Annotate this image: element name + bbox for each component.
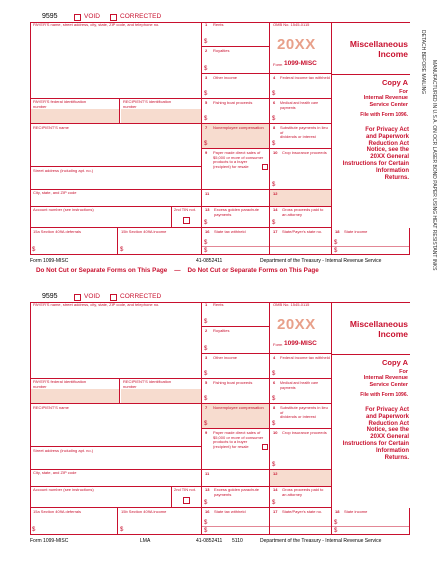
box-16-dollar-2: $ — [204, 528, 208, 534]
box-17-num: 17 — [273, 229, 278, 234]
box-4-label: Federal income tax withheld — [280, 355, 330, 360]
year: 20XX — [277, 36, 316, 53]
box-15a-label: 15a Section 409A deferrals — [33, 509, 82, 514]
box-5-num: 5 — [205, 100, 208, 105]
box-14-num: 14 — [273, 207, 278, 212]
box-6-dollar: $ — [272, 396, 276, 402]
payer-tin-shade — [31, 109, 119, 123]
footer-dept: Department of the Treasury - Internal Revenue Service — [260, 258, 382, 264]
box-3-dollar: $ — [204, 371, 208, 377]
box-16-num: 16 — [205, 509, 210, 514]
box-12-num: 12 — [273, 191, 278, 196]
corrected-checkbox[interactable] — [110, 14, 117, 21]
box-13-num: 13 — [205, 487, 210, 492]
payer-tin-label: PAYER'S federal identification number — [33, 379, 87, 389]
recipient-tin-shade — [121, 389, 201, 403]
box-2-dollar: $ — [204, 66, 208, 72]
box-9-checkbox[interactable] — [262, 444, 268, 450]
copy-for: For Internal Revenue Service Center — [363, 369, 408, 388]
box-15a-dollar: $ — [32, 527, 36, 533]
box-5-label: Fishing boat proceeds — [213, 100, 253, 105]
recipient-tin-label: RECIPIENT'S identification number — [123, 99, 172, 109]
box-10-dollar: $ — [272, 462, 276, 468]
box-13-label: Excess golden parachute payments — [214, 487, 259, 497]
footer-form: Form 1099-MISC — [30, 258, 69, 264]
form-name: 1099-MISC — [284, 60, 317, 67]
omb-number: OMB No. 1545-0115 — [273, 302, 310, 307]
copy-title: Copy A — [382, 358, 408, 367]
title-border — [332, 354, 410, 355]
privacy-notice: For Privacy Act and Paperwork Reduction Act Notice, see the 20XX General Instructions for Certain Information Returns. — [342, 407, 409, 461]
box-18-num: 18 — [335, 229, 340, 234]
box-4-dollar: $ — [272, 91, 276, 97]
box-18-dollar: $ — [334, 520, 338, 526]
do-not-cut: Do Not Cut or Separate Forms on This Page — Do Not Cut or Separate Forms on This Page — [36, 267, 319, 274]
box-16-dollar: $ — [204, 520, 208, 526]
copy-title: Copy A — [382, 78, 408, 87]
box-8-dollar: $ — [272, 421, 276, 427]
box-5-num: 5 — [205, 380, 208, 385]
box-15b-label: 15b Section 409A income — [121, 229, 167, 234]
file-with: File with Form 1096. — [360, 112, 408, 118]
box-9-label: Payer made direct sales of $5,000 or more of consumer products to a buyer (recipient) for resale — [213, 430, 264, 449]
account-label: Account number (see instructions) — [33, 207, 94, 212]
year: 20XX — [277, 316, 316, 333]
form-name-label: Form — [273, 62, 283, 67]
payer-tin-label: PAYER'S federal identification number — [33, 99, 87, 109]
corrected-label: CORRECTED — [120, 13, 162, 20]
form-title: Miscellaneous Income — [349, 319, 408, 339]
box-3-label: Other income — [213, 355, 238, 360]
box-1-dollar: $ — [204, 319, 208, 325]
form-1099-misc-2 — [0, 292, 415, 562]
box-9-label: Payer made direct sales of $5,000 or more of consumer products to a buyer (recipient) for resale — [213, 150, 264, 169]
box-10-num: 10 — [273, 430, 278, 435]
box-15b-label: 15b Section 409A income — [121, 509, 167, 514]
box-18-dollar: $ — [334, 240, 338, 246]
box-7-num: 7 — [205, 405, 208, 410]
box-10-label: Crop insurance proceeds — [282, 430, 327, 435]
box-1-num: 1 — [205, 302, 208, 307]
box-13-num: 13 — [205, 207, 210, 212]
box-11-num: 11 — [205, 191, 210, 196]
void-checkbox[interactable] — [74, 294, 81, 301]
footer-cat: 41-0852411 — [196, 538, 223, 544]
box-5-dollar: $ — [204, 396, 208, 402]
box-11[interactable] — [202, 470, 270, 487]
footer-lma: LMA — [140, 538, 151, 544]
manufactured-text: MANUFACTURED IN U.S.A. ON OCR LASER BOND PAPER USING HEAT RESISTANT INKS — [431, 60, 437, 271]
account-label: Account number (see instructions) — [33, 487, 94, 492]
form-name-label: Form — [273, 342, 283, 347]
corrected-checkbox[interactable] — [110, 294, 117, 301]
detach-text: DETACH BEFORE MAILING — [420, 30, 426, 95]
tin2-checkbox[interactable] — [183, 217, 190, 224]
box-5-dollar: $ — [204, 116, 208, 122]
box-7-dollar: $ — [204, 141, 208, 147]
box-7-label: Nonemployee compensation — [213, 405, 264, 410]
box-14-label: Gross proceeds paid to an attorney — [282, 487, 324, 497]
form-title: Miscellaneous Income — [349, 39, 408, 59]
box-18-num: 18 — [335, 509, 340, 514]
box-10-num: 10 — [273, 150, 278, 155]
box-13-label: Excess golden parachute payments — [214, 207, 259, 217]
box-11[interactable] — [202, 190, 270, 207]
box-14-dollar: $ — [272, 220, 276, 226]
box-4-dollar: $ — [272, 371, 276, 377]
omb-number: OMB No. 1545-0115 — [273, 22, 310, 27]
box-16-label: State tax withheld — [214, 509, 246, 514]
box-18-dollar-2: $ — [334, 528, 338, 534]
box-5-label: Fishing boat proceeds — [213, 380, 253, 385]
footer-dept: Department of the Treasury - Internal Revenue Service — [260, 538, 382, 544]
box-3-label: Other income — [213, 75, 238, 80]
side-text-2 — [421, 60, 437, 340]
privacy-notice: For Privacy Act and Paperwork Reduction Act Notice, see the 20XX General Instructions for Certain Information Returns. — [342, 127, 409, 181]
box-4-num: 4 — [273, 75, 276, 80]
recipient-tin-shade — [121, 109, 201, 123]
payer-label: PAYER'S name, street address, city, state, ZIP code, and telephone no. — [33, 302, 160, 307]
box-17-label: State/Payer's state no. — [282, 509, 323, 514]
box-3-num: 3 — [205, 75, 208, 80]
recipient-name-label: RECIPIENT'S name — [33, 405, 69, 410]
box-6-label: Medical and health care payments — [280, 101, 319, 110]
box-12[interactable] — [270, 190, 332, 207]
box-14-num: 14 — [273, 487, 278, 492]
city-label: City, state, and ZIP code — [33, 470, 77, 475]
box-16-dollar: $ — [204, 240, 208, 246]
box-2-dollar: $ — [204, 346, 208, 352]
box-12-num: 12 — [273, 471, 278, 476]
box-18-dollar-2: $ — [334, 248, 338, 254]
box-10-dollar: $ — [272, 182, 276, 188]
footer-code: 5110 — [232, 538, 243, 544]
box-4-label: Federal income tax withheld — [280, 75, 330, 80]
void-label: VOID — [84, 293, 100, 300]
tin2-label: 2nd TIN not. — [174, 207, 196, 212]
box-3-num: 3 — [205, 355, 208, 360]
box-9-num: 9 — [205, 430, 208, 435]
box-11-num: 11 — [205, 471, 210, 476]
street-label: Street address (including apt. no.) — [33, 168, 94, 173]
box-2-label: Royalties — [213, 48, 230, 53]
box-1-dollar: $ — [204, 39, 208, 45]
corrected-label: CORRECTED — [120, 293, 162, 300]
box-2-label: Royalties — [213, 328, 230, 333]
form-1099-misc-1 — [0, 12, 415, 282]
box-2-num: 2 — [205, 328, 208, 333]
box-6-num: 6 — [273, 380, 276, 385]
box-8-num: 8 — [273, 405, 276, 410]
box-15a-label: 15a Section 409A deferrals — [33, 229, 82, 234]
box-17-num: 17 — [273, 509, 278, 514]
box-9-checkbox[interactable] — [262, 164, 268, 170]
footer-cat: 41-0852411 — [196, 258, 223, 264]
box-6-label: Medical and health care payments — [280, 381, 319, 390]
box-1-label: Rents — [213, 302, 224, 307]
box-14-dollar: $ — [272, 500, 276, 506]
box-14-label: Gross proceeds paid to an attorney — [282, 207, 324, 217]
tin2-label: 2nd TIN not. — [174, 487, 196, 492]
box-6-dollar: $ — [272, 116, 276, 122]
box-7-label: Nonemployee compensation — [213, 125, 264, 130]
box-16-num: 16 — [205, 229, 210, 234]
recipient-tin-label: RECIPIENT'S identification number — [123, 379, 172, 389]
box-7-dollar: $ — [204, 421, 208, 427]
box-8-label: Substitute payments in lieu of dividends or interest — [280, 405, 328, 420]
box-8-num: 8 — [273, 125, 276, 130]
box-12[interactable] — [270, 470, 332, 487]
box-1-num: 1 — [205, 22, 208, 27]
box-2-num: 2 — [205, 48, 208, 53]
city-label: City, state, and ZIP code — [33, 190, 77, 195]
box-16-label: State tax withheld — [214, 229, 246, 234]
file-with: File with Form 1096. — [360, 392, 408, 398]
box-17-label: State/Payer's state no. — [282, 229, 323, 234]
form-name: 1099-MISC — [284, 340, 317, 347]
footer-form: Form 1099-MISC — [30, 538, 69, 544]
payer-box[interactable] — [30, 22, 202, 99]
recipient-name-label: RECIPIENT'S name — [33, 125, 69, 130]
copy-for: For Internal Revenue Service Center — [363, 89, 408, 108]
box-13-dollar: $ — [204, 220, 208, 226]
box-1-label: Rents — [213, 22, 224, 27]
box-18-label: State income — [344, 509, 368, 514]
tin2-checkbox[interactable] — [183, 497, 190, 504]
title-border — [332, 74, 410, 75]
box-6-num: 6 — [273, 100, 276, 105]
void-label: VOID — [84, 13, 100, 20]
bottom-divider — [202, 526, 410, 527]
box-4-num: 4 — [273, 355, 276, 360]
payer-box[interactable] — [30, 302, 202, 379]
box-15a-dollar: $ — [32, 247, 36, 253]
box-10-label: Crop insurance proceeds — [282, 150, 327, 155]
box-15b-dollar: $ — [120, 247, 124, 253]
box-3-dollar: $ — [204, 91, 208, 97]
box-16-dollar-2: $ — [204, 248, 208, 254]
street-label: Street address (including apt. no.) — [33, 448, 94, 453]
top-code: 9595 — [42, 293, 58, 300]
bottom-divider — [202, 246, 410, 247]
box-8-label: Substitute payments in lieu of dividends or interest — [280, 125, 328, 140]
box-7-num: 7 — [205, 125, 208, 130]
box-9-num: 9 — [205, 150, 208, 155]
top-code: 9595 — [42, 13, 58, 20]
box-8-dollar: $ — [272, 141, 276, 147]
box-18-label: State income — [344, 229, 368, 234]
box-13-dollar: $ — [204, 500, 208, 506]
payer-tin-shade — [31, 389, 119, 403]
void-checkbox[interactable] — [74, 14, 81, 21]
box-15b-dollar: $ — [120, 527, 124, 533]
payer-label: PAYER'S name, street address, city, state, ZIP code, and telephone no. — [33, 22, 160, 27]
